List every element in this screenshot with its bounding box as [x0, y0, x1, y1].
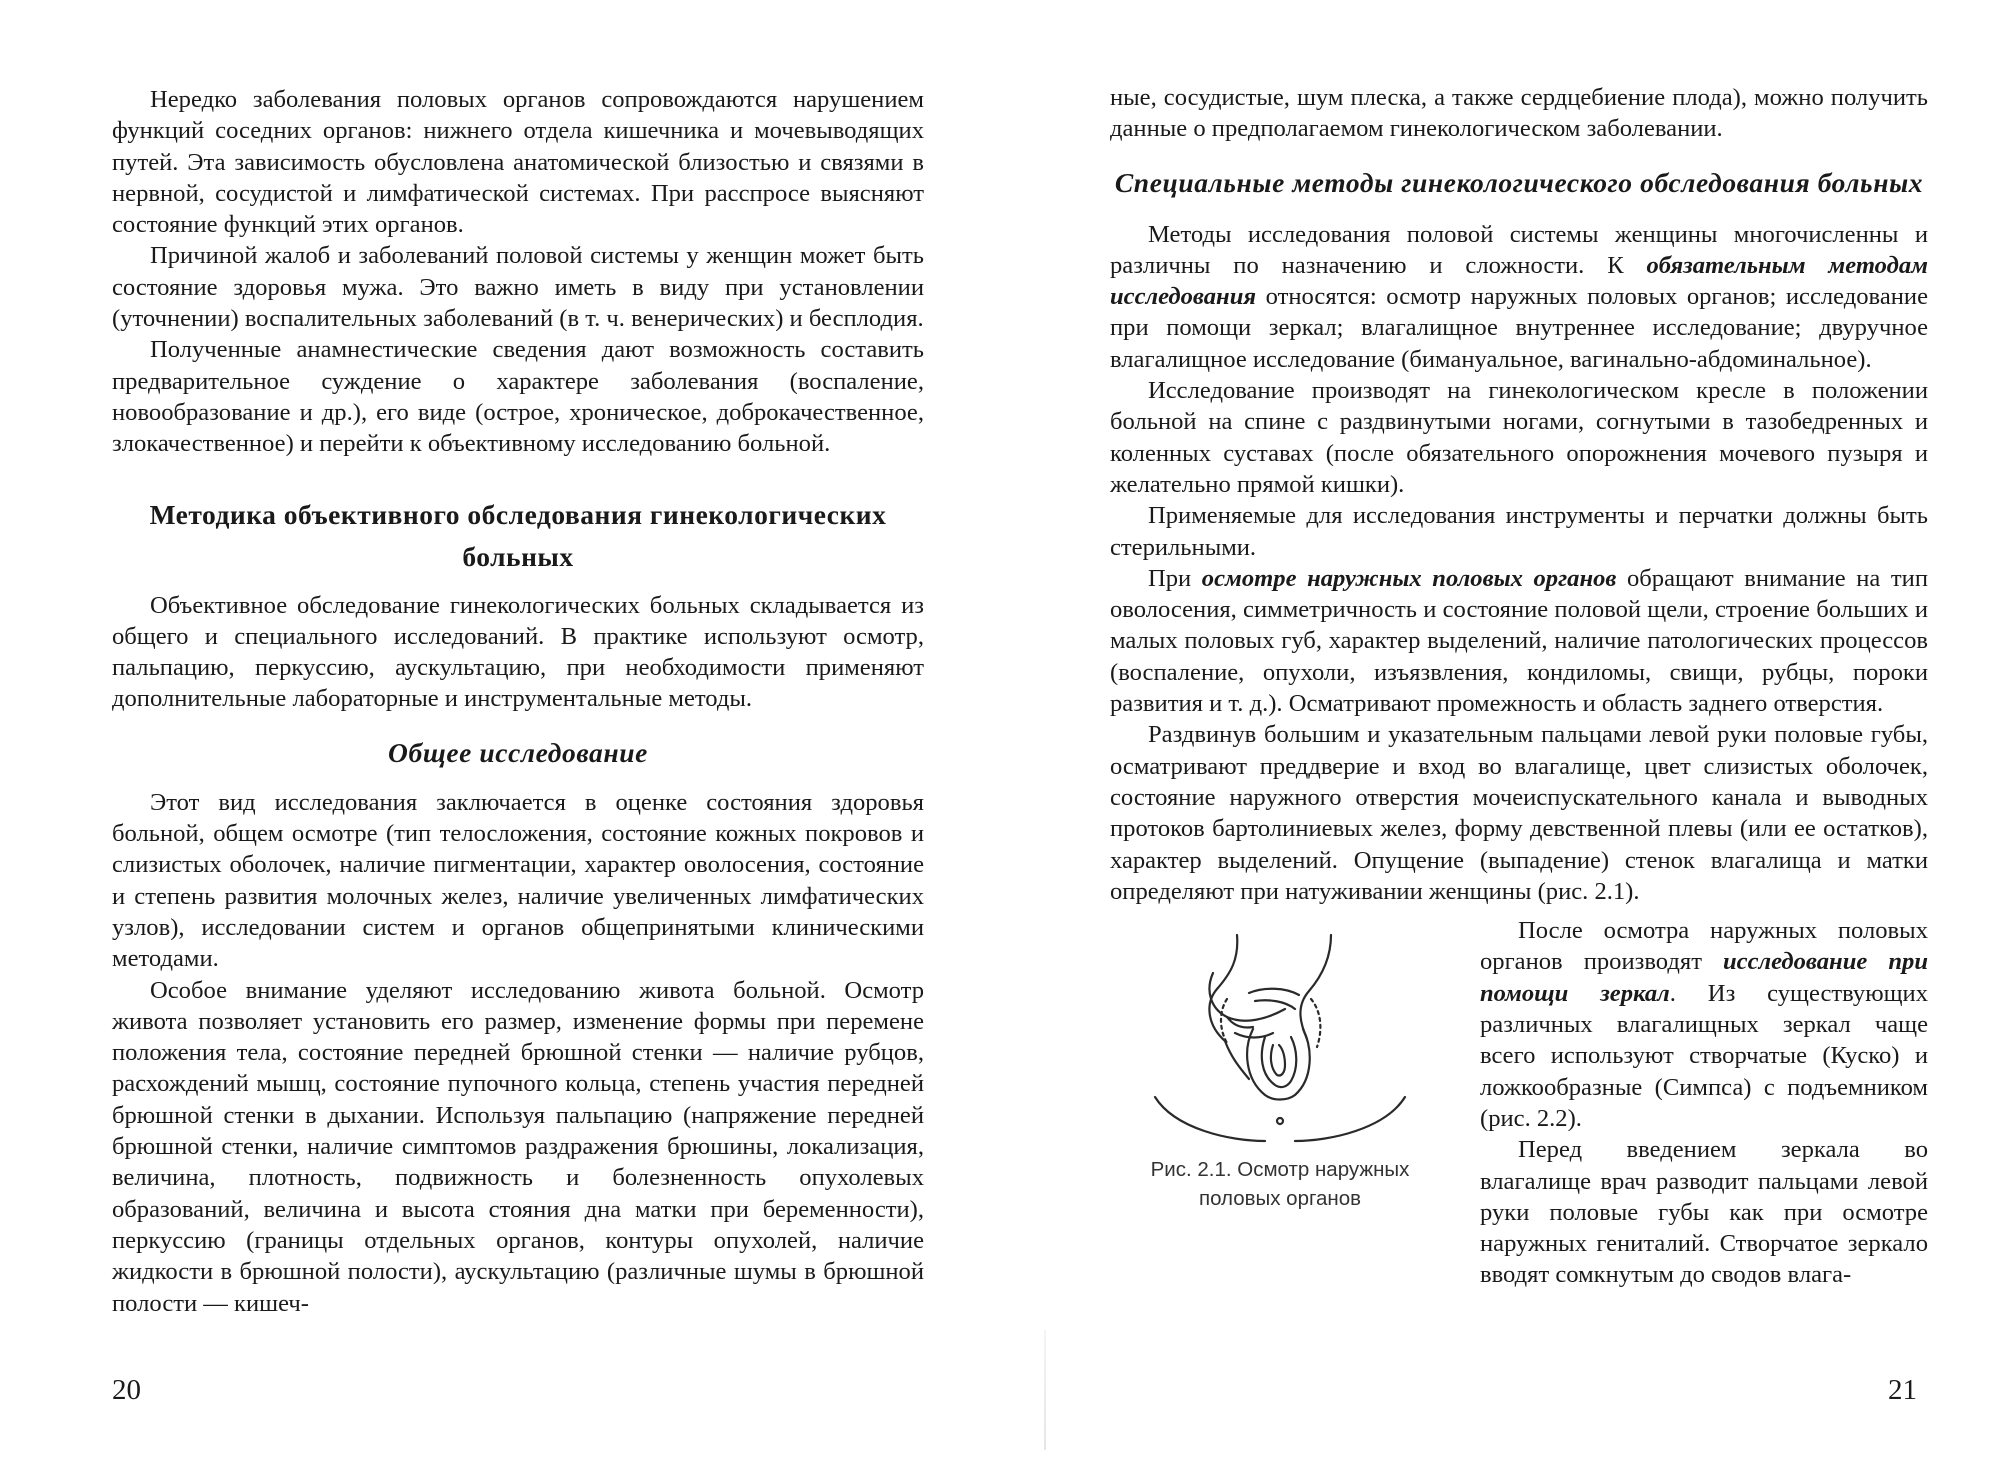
paragraph: Методы исследования половой системы женщины многочисленны и различны по назначению и сложности. К обязательным методам исследования относятся: осмотр наружных половых органов; исследование при помощи зеркал; влагалищное внутреннее исследование; двуручное влагалищное исследование (бимануальное, вагинально-абдоминальное).: [1110, 220, 1928, 373]
figure-caption: Рис. 2.1. Осмотр наружных половых органов: [1150, 1158, 1410, 1211]
paragraph: Причиной жалоб и заболеваний половой системы у женщин может быть состояние здоровья мужа. Это важно иметь в виду при установлении (уточнении) воспалительных заболеваний (в т. ч. венерических) и бесплодия.: [112, 242, 924, 333]
paragraph-continuation: ные, сосудистые, шум плеска, а также сердцебиение плода), можно получить данные о предполагаемом гинекологическом заболевании.: [1110, 84, 1928, 143]
paragraph: Полученные анамнестические сведения дают возможность составить предварительное суждение о характере заболевания (воспаление, новообразование и др.), его виде (острое, хроническое, доброкачественное, злокачественное) и перейти к объективному исследованию больной.: [112, 336, 924, 458]
paragraph: Нередко заболевания половых органов сопровождаются нарушением функций соседних органов: нижнего отдела кишечника и мочевыводящих путей. Эта зависимость обусловлена анатомической близостью и связями в нервной, сосудистой и лимфатической системах. При расспросе выясняют состояние функций этих органов.: [112, 86, 924, 239]
paragraph: Объективное обследование гинекологических больных складывается из общего и специального исследований. В практике используют осмотр, пальпацию, перкуссию, аускультацию, при необходимости применяют дополнительные лабораторные и инструментальные методы.: [112, 591, 924, 713]
paragraph: Применяемые для исследования инструменты и перчатки должны быть стерильными.: [1110, 502, 1928, 561]
paragraph: Особое внимание уделяют исследованию живота больной. Осмотр живота позволяет установить его размер, изменение формы при перемене положения тела, состояние передней брюшной стенки — наличие рубцов, расхождений мышц, состояние пупочного кольца, степень участия передней брюшной стенки в дыхании. Используя пальпацию (напряжение передней брюшной стенки, наличие симптомов раздражения брюшины, локализация, величина, плотность, подвижность и болезненность опухолевых образований, величина и высота стояния дна матки при беременности), перкуссию (границы отдельных органов, контуры опухолей, наличие жидкости в брюшной полости), аускультацию (различные шумы в брюшной полости — кишеч-: [112, 976, 924, 1317]
section-heading-general: Общее исследование: [388, 736, 648, 768]
figure-block: [1110, 915, 1928, 1291]
paragraph: Исследование производят на гинекологическом кресле в положении больной на спине с раздвинутыми ногами, согнутыми в тазобедренных и коленных суставах (после обязательного опорожнения мочевого пузыря и желательно прямой кишки).: [1110, 377, 1928, 498]
paragraph: Этот вид исследования заключается в оценке состояния здоровья больной, общем осмотре (тип телосложения, состояние кожных покровов и слизистых оболочек, наличие пигментации, характер оволосения, состояние и степень развития молочных желез, наличие увеличенных лимфатических узлов), исследовании систем и органов общепринятыми клиническими методами.: [112, 788, 924, 973]
paragraph: После осмотра наружных половых органов производят исследование при помощи зеркал. Из существующих различных влагалищных зеркал чаще всего используют створчатые (Куско) и ложкообразные (Симпса) с подъемником (рис. 2.2).: [1480, 917, 1929, 1132]
page-number: 20: [112, 1374, 141, 1406]
paragraph: Раздвинув большим и указательным пальцами левой руки половые губы, осматривают преддверие и вход во влагалище, цвет слизистых оболочек, состояние наружного отверстия мочеиспускательного канала и выводных протоков бартолиниевых желез, форму девственной плевы (или ее остатков), характер выделений. Опущение (выпадение) стенок влагалища и матки определяют при натуживании женщины (рис. 2.1).: [1110, 721, 1928, 905]
illustration-examination: [1135, 929, 1425, 1149]
paragraph: При осмотре наружных половых органов обращают внимание на тип оволосения, симметричность и состояние половой щели, строение больших и малых половых губ, характер выделений, наличие патологических процессов (воспаление, опухоли, изъязвления, кондиломы, свищи, рубцы, пороки развития и т. д.). Осматривают промежность и область заднего отверстия.: [1110, 564, 1928, 718]
section-heading-method: Методика объективного обследования гинекологических больных: [149, 498, 887, 572]
left-column: [112, 84, 924, 1319]
section-heading-special: Специальные методы гинекологического обследования больных: [1114, 166, 1924, 198]
paragraph: Перед введением зеркала во влагалище врач разводит пальцами левой руки половые губы как при осмотре наружных гениталий. Створчатое зеркало вводят сомкнутым до сводов влага-: [1480, 1136, 1928, 1289]
right-column: [1110, 82, 1928, 1291]
figure: [1110, 915, 1450, 1213]
page-number: 21: [1888, 1374, 1917, 1406]
figure-side-text: [1480, 915, 1928, 1291]
right-page: [1000, 0, 2000, 1476]
